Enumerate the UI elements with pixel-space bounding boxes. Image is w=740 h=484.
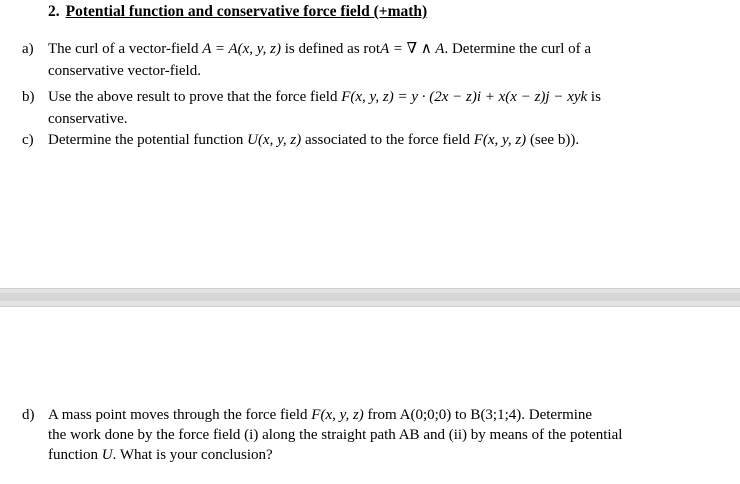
question-d-line-3 xyxy=(48,445,722,465)
question-c xyxy=(22,129,722,151)
text-run: Determine the potential function xyxy=(48,132,248,148)
question-b-line-1 xyxy=(48,86,722,108)
heading-text: Potential function and conservative force field (+math) xyxy=(65,3,428,20)
text-run: A mass point moves through the force field xyxy=(48,407,312,423)
question-a-line-1 xyxy=(48,38,722,60)
question-d-line-2: the work done by the force field (i) along the straight path AB and (ii) by means of the potential xyxy=(48,427,623,443)
question-d xyxy=(22,405,722,465)
potential-symbol: U xyxy=(101,447,113,463)
text-run: is xyxy=(587,89,601,105)
question-b-line-2: conservative. xyxy=(48,111,128,127)
text-run: The curl of a vector-field xyxy=(48,41,203,57)
text-run: (see b)). xyxy=(526,132,580,148)
text-run: function xyxy=(48,447,102,463)
question-d-label: d) xyxy=(22,407,35,423)
potential-expression: U(x, y, z) xyxy=(247,132,302,148)
question-d-line-1 xyxy=(48,405,722,425)
text-run: from A(0;0;0) to B(3;1;4). Determine xyxy=(363,407,593,423)
force-field-expression: F(x, y, z) xyxy=(473,132,527,148)
text-run: associated to the force field xyxy=(301,132,474,148)
text-run: is defined as rot xyxy=(280,41,381,57)
force-field-expression: F(x, y, z) = y · (2x − z)i + x(x − z)j − xyk xyxy=(341,89,588,105)
question-a xyxy=(22,38,722,82)
section-heading xyxy=(48,3,427,21)
curl-expression: A = ∇ ∧ A xyxy=(380,41,445,57)
force-field-expression: F(x, y, z) xyxy=(311,407,364,423)
question-c-label: c) xyxy=(22,132,34,148)
text-run: Use the above result to prove that the force field xyxy=(48,89,342,105)
question-b xyxy=(22,86,722,130)
page-separator xyxy=(0,288,740,307)
question-a-line-2: conservative vector-field. xyxy=(48,63,201,79)
page-separator-band xyxy=(0,293,740,301)
text-run: . Determine the curl of a xyxy=(444,41,592,57)
question-a-label: a) xyxy=(22,41,34,57)
vector-field-expression: A = A(x, y, z) xyxy=(202,41,281,57)
text-run: . What is your conclusion? xyxy=(112,447,273,463)
question-b-label: b) xyxy=(22,89,35,105)
heading-number: 2. xyxy=(48,3,60,20)
question-c-line-1 xyxy=(48,129,722,151)
